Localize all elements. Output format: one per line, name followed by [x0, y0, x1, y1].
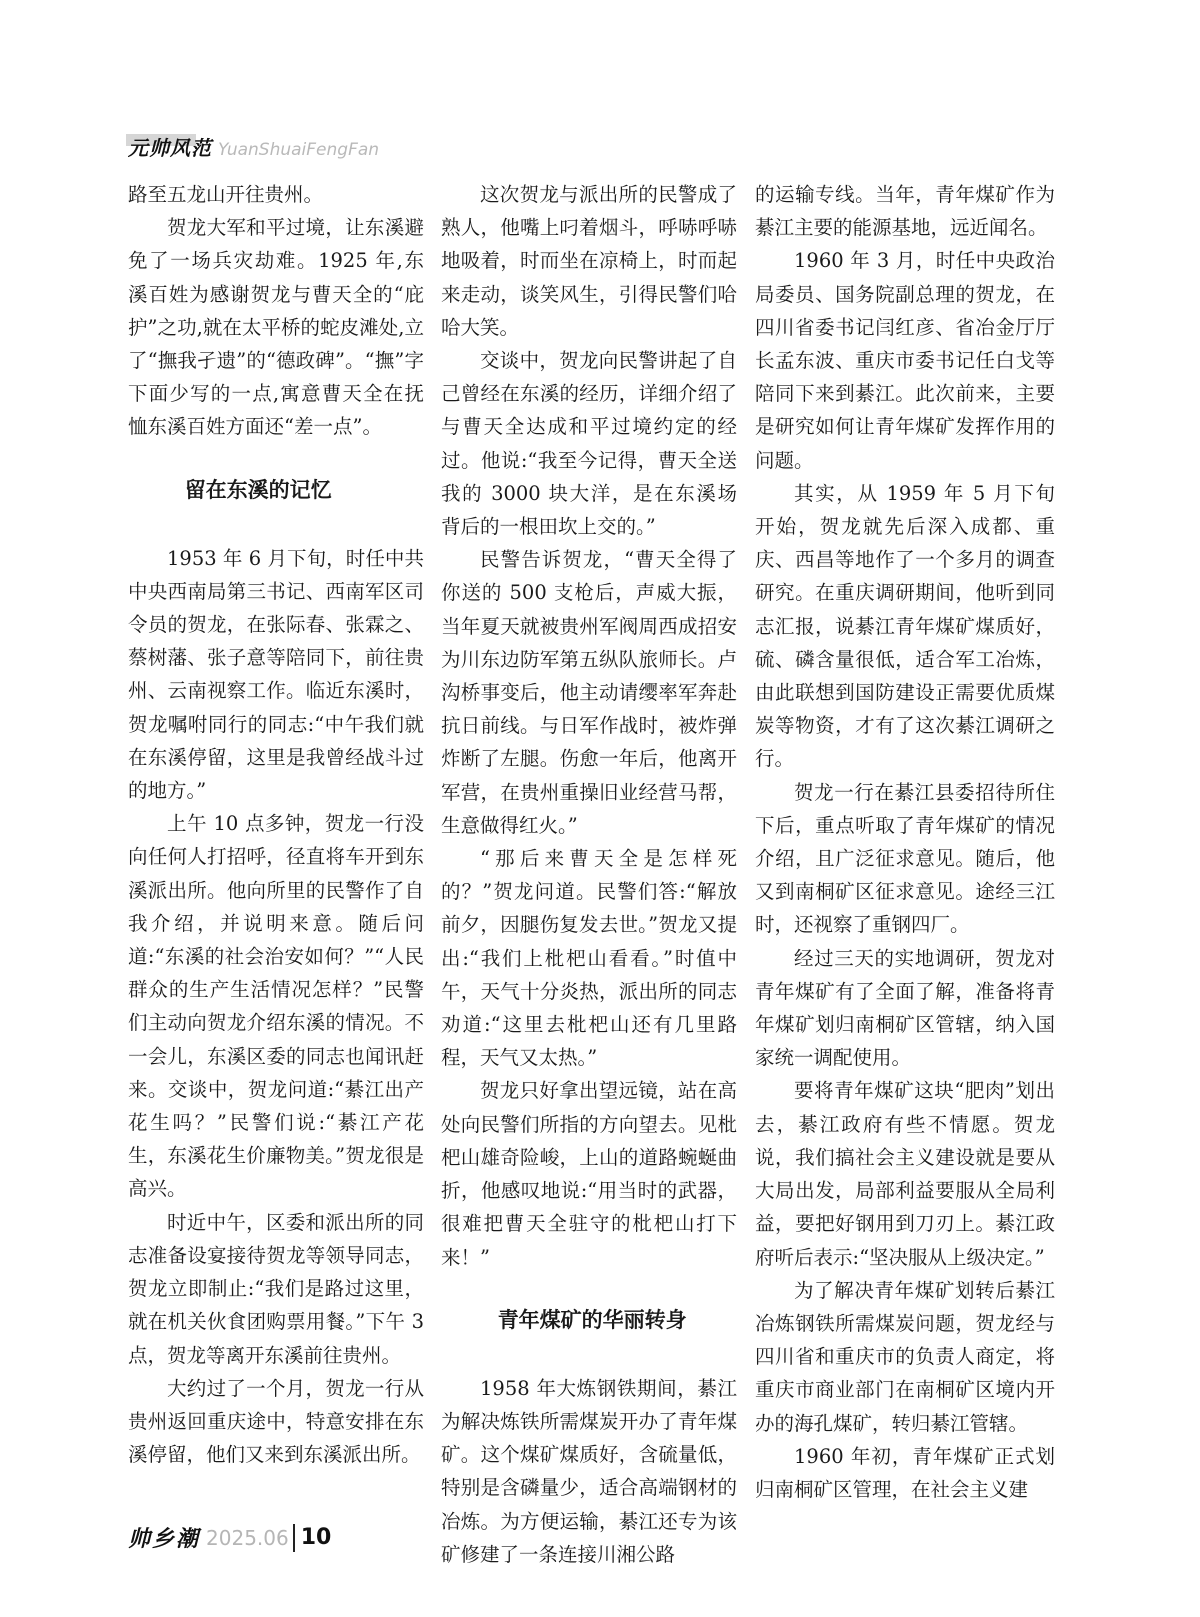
- paragraph: 时近中午，区委和派出所的同志准备设宴接待贺龙等领导同志，贺龙立即制止:“我们是路过这里，就在机关伙食团购票用餐。”下午 3 点，贺龙等离开东溪前往贵州。: [128, 1210, 424, 1367]
- page-footer: [128, 1522, 331, 1553]
- column-name: 元帅风范: [128, 136, 212, 160]
- paragraph: 这次贺龙与派出所的民警成了熟人，他嘴上叼着烟斗，呼哧呼哧地吸着，时而坐在凉椅上，时而起来走动，谈笑风生，引得民警们哈哈大笑。: [441, 183, 737, 339]
- column-pinyin: YuanShuaiFengFan: [218, 140, 380, 160]
- footer-divider: [293, 1524, 295, 1552]
- text-column-2: [441, 178, 737, 1571]
- issue-number: 2025.06: [206, 1525, 289, 1550]
- paragraph: 要将青年煤矿这块“肥肉”划出去，綦江政府有些不情愿。贺龙说，我们搞社会主义建设就是要从大局出发，局部利益要服从全局利益，要把好钢用到刀刃上。綦江政府听后表示:“坚决服从上级决定。”: [755, 1079, 1055, 1269]
- column-header: [128, 132, 379, 162]
- paragraph: 上午 10 点多钟，贺龙一行没向任何人打招呼，径直将车开到东溪派出所。他向所里的民警作了自我介绍，并说明来意。随后问道:“东溪的社会治安如何？”“人民群众的生产生活情况怎样？”民警们主动向贺龙介绍东溪的情况。不一会儿，东溪区委的同志也闻讯赶来。交谈中，贺龙问道:“綦江出产花生吗？”民警们说:“綦江产花生，东溪花生价廉物美。”贺龙很是高兴。: [128, 812, 424, 1201]
- paragraph: 为了解决青年煤矿划转后綦江冶炼钢铁所需煤炭问题，贺龙经与四川省和重庆市的负责人商定，将重庆市商业部门在南桐矿区境内开办的海孔煤矿，转归綦江管辖。: [755, 1278, 1055, 1435]
- paragraph: 贺龙大军和平过境，让东溪避免了一场兵灾劫难。1925 年,东溪百姓为感谢贺龙与曹天全的“庇护”之功,就在太平桥的蛇皮滩处,立了“撫我孑遗”的“德政碑”。“撫”字下面少写的一点,寓意曹天全在抚恤东溪百姓方面还“差一点”。: [128, 216, 424, 439]
- paragraph: 交谈中，贺龙向民警讲起了自己曾经在东溪的经历，详细介绍了与曹天全达成和平过境约定的经过。他说:“我至今记得，曹天全送我的 3000 块大洋，是在东溪场背后的一根田坎上交的。”: [441, 349, 737, 539]
- paragraph: 1960 年初，青年煤矿正式划归南桐矿区管理，在社会主义建: [755, 1444, 1055, 1501]
- page-number: 10: [300, 1525, 332, 1550]
- paragraph: 路至五龙山开往贵州。: [128, 183, 324, 206]
- paragraph: 大约过了一个月，贺龙一行从贵州返回重庆途中，特意安排在东溪停留，他们又来到东溪派出所。: [128, 1376, 424, 1467]
- section-heading: 留在东溪的记忆: [184, 477, 332, 502]
- paragraph: 经过三天的实地调研，贺龙对青年煤矿有了全面了解，准备将青年煤矿划归南桐矿区管辖，纳入国家统一调配使用。: [755, 946, 1055, 1070]
- paragraph: 民警告诉贺龙，“曹天全得了你送的 500 支枪后，声威大振，当年夏天就被贵州军阀周西成招安为川东边防军第五纵队旅师长。卢沟桥事变后，他主动请缨率军奔赴抗日前线。与日军作战时，被炸弹炸断了左腿。伤愈一年后，他离开军营，在贵州重操旧业经营马帮，生意做得红火。”: [441, 548, 737, 837]
- text-column-1: [128, 178, 424, 1471]
- magazine-logo: 帅乡潮: [128, 1526, 201, 1552]
- paragraph: 1958 年大炼钢铁期间，綦江为解决炼铁所需煤炭开办了青年煤矿。这个煤矿煤质好，含硫量低，特别是含磷量少，适合高端钢材的冶炼。为方便运输，綦江还专为该矿修建了一条连接川湘公路: [441, 1376, 737, 1566]
- paragraph: 其实，从 1959 年 5 月下旬开始，贺龙就先后深入成都、重庆、西昌等地作了一个多月的调查研究。在重庆调研期间，他听到同志汇报，说綦江青年煤矿煤质好，硫、磷含量很低，适合军工冶炼，由此联想到国防建设正需要优质煤炭等物资，才有了这次綦江调研之行。: [755, 481, 1055, 771]
- paragraph: 贺龙只好拿出望远镜，站在高处向民警们所指的方向望去。见枇杷山雄奇险峻，上山的道路蜿蜒曲折，他感叹地说:“用当时的武器，很难把曹天全驻守的枇杷山打下来！”: [441, 1079, 737, 1269]
- section-heading: 青年煤矿的华丽转身: [497, 1307, 687, 1332]
- text-column-3: [755, 178, 1055, 1506]
- paragraph: 1960 年 3 月，时任中央政治局委员、国务院副总理的贺龙，在四川省委书记闫红彦、省冶金厅厅长孟东波、重庆市委书记任白戈等陪同下来到綦江。此次前来，主要是研究如何让青年煤矿发挥作用的问题。: [755, 249, 1055, 472]
- paragraph: 1953 年 6 月下旬，时任中共中央西南局第三书记、西南军区司令员的贺龙，在张际春、张霖之、蔡树藩、张子意等陪同下，前往贵州、云南视察工作。临近东溪时，贺龙嘱咐同行的同志:“中午我们就在东溪停留，这里是我曾经战斗过的地方。”: [128, 546, 424, 803]
- paragraph: 的运输专线。当年，青年煤矿作为綦江主要的能源基地，远近闻名。: [755, 183, 1055, 240]
- paragraph: 贺龙一行在綦江县委招待所住下后，重点听取了青年煤矿的情况介绍，且广泛征求意见。随后，他又到南桐矿区征求意见。途经三江时，还视察了重钢四厂。: [755, 780, 1055, 937]
- paragraph: “那后来曹天全是怎样死的？”贺龙问道。民警们答:“解放前夕，因腿伤复发去世。”贺龙又提出:“我们上枇杷山看看。”时值中午，天气十分炎热，派出所的同志劝道:“这里去枇杷山还有几里路程，天气又太热。”: [441, 847, 737, 1070]
